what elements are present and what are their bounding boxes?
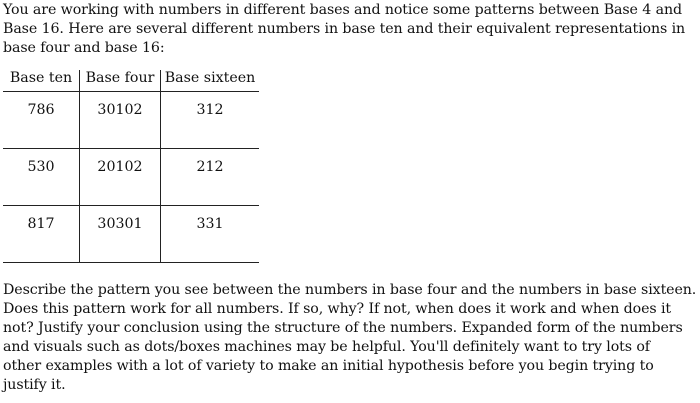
cell-base-four bbox=[80, 92, 161, 149]
intro-line: You are working with numbers in different bases and notice some patterns between Base 4 and bbox=[3, 2, 682, 18]
cell-value: 530 bbox=[27, 158, 55, 175]
question-line: not? Justify your conclusion using the structure of the numbers. Expanded form of the numbers bbox=[3, 320, 683, 336]
cell-base-ten bbox=[3, 206, 80, 263]
cell-base-ten bbox=[3, 149, 80, 206]
cell-value: 30102 bbox=[97, 101, 143, 118]
table-row bbox=[3, 206, 259, 263]
cell-base-four bbox=[80, 206, 161, 263]
cell-value: 30301 bbox=[97, 215, 143, 232]
header-base-ten: Base ten bbox=[3, 70, 80, 92]
cell-base-ten bbox=[3, 92, 80, 149]
header-base-sixteen: Base sixteen bbox=[161, 70, 260, 92]
cell-value: 817 bbox=[27, 215, 55, 232]
intro-line: Base 16. Here are several different numbers in base ten and their equivalent representations in bbox=[3, 21, 686, 37]
base-conversion-table bbox=[3, 70, 259, 263]
intro-line: base four and base 16: bbox=[3, 40, 165, 56]
cell-base-sixteen bbox=[161, 92, 260, 149]
question-line: other examples with a lot of variety to make an initial hypothesis before you begin trying to bbox=[3, 358, 654, 374]
question-line: Describe the pattern you see between the numbers in base four and the numbers in base sixteen. bbox=[3, 282, 697, 298]
cell-value: 212 bbox=[196, 158, 224, 175]
cell-base-sixteen bbox=[161, 149, 260, 206]
cell-value: 312 bbox=[196, 101, 224, 118]
cell-value: 331 bbox=[196, 215, 224, 232]
header-base-four: Base four bbox=[80, 70, 161, 92]
table-row bbox=[3, 149, 259, 206]
question-line: Does this pattern work for all numbers. If so, why? If not, when does it work and when does it bbox=[3, 301, 672, 317]
cell-base-sixteen bbox=[161, 206, 260, 263]
question-line: and visuals such as dots/boxes machines may be helpful. You'll definitely want to try lots of bbox=[3, 339, 650, 355]
cell-value: 786 bbox=[27, 101, 55, 118]
cell-base-four bbox=[80, 149, 161, 206]
table-row bbox=[3, 92, 259, 149]
base-conversion-table-container bbox=[3, 70, 259, 263]
intro-paragraph bbox=[3, 1, 693, 58]
table-header-row bbox=[3, 70, 259, 92]
cell-value: 20102 bbox=[97, 158, 143, 175]
question-line: justify it. bbox=[3, 377, 66, 393]
question-paragraph bbox=[3, 281, 697, 395]
